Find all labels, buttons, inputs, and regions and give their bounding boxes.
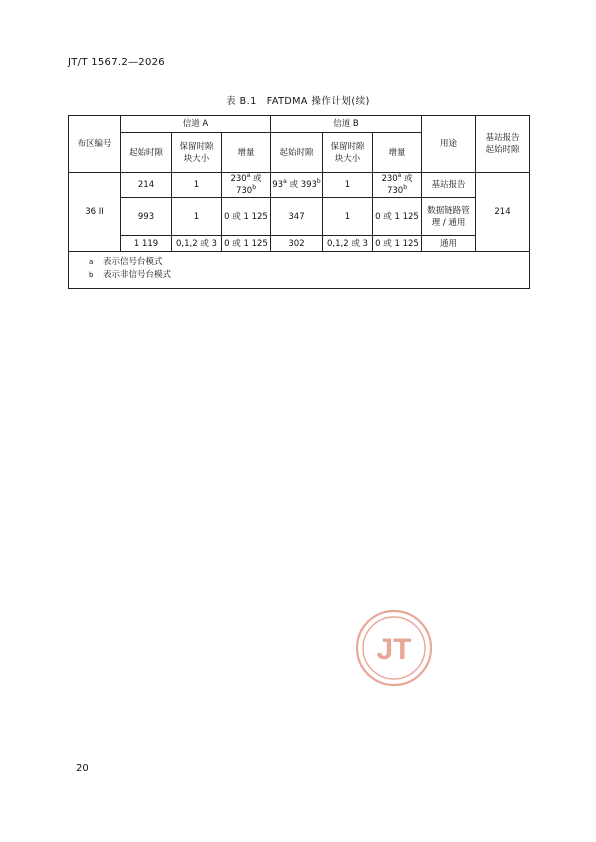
a-reserve-cell: 1 (172, 173, 222, 198)
subheader-b-start: 起始时隙 (271, 133, 323, 173)
a-incr-cell (222, 173, 271, 198)
a-start-cell: 1 119 (121, 236, 172, 252)
note-mark-b: b (403, 184, 408, 192)
b-start-cell: 302 (271, 236, 323, 252)
header-use: 用途 (422, 116, 476, 173)
use-cell: 基站报告 (422, 173, 476, 198)
a-incr-value-1: 230 (230, 174, 247, 184)
b-incr-cell: 0 或 1 125 (373, 236, 422, 252)
page-number: 20 (76, 763, 89, 774)
standard-code: JT/T 1567.2—2026 (68, 57, 165, 68)
use-cell: 数据链路管理 / 通用 (422, 198, 476, 236)
fatdma-table (68, 115, 530, 289)
a-reserve-cell: 0,1,2 或 3 (172, 236, 222, 252)
b-incr-cell: 0 或 1 125 (373, 198, 422, 236)
subheader-a-incr: 增量 (222, 133, 271, 173)
note-mark-b: b (316, 178, 321, 186)
table-notes (69, 252, 530, 289)
b-incr-value-1: 230 (381, 174, 398, 184)
note-mark-b: b (252, 184, 257, 192)
table-notes-row (69, 252, 530, 289)
table-header-row (69, 116, 530, 133)
note-mark-a: a (246, 172, 251, 180)
a-incr-value-2: 730 (235, 186, 253, 196)
header-channel-a: 信道 A (121, 116, 271, 133)
subheader-a-start: 起始时隙 (121, 133, 172, 173)
b-start-cell (271, 173, 323, 198)
header-zone: 布区编号 (69, 116, 121, 173)
b-start-value-2: 393 (300, 180, 317, 190)
note-a-text: 表示信号台模式 (103, 257, 163, 267)
header-channel-b: 信道 B (271, 116, 422, 133)
b-reserve-cell: 1 (323, 198, 373, 236)
note-b (89, 269, 529, 282)
header-base-report: 基站报告起始时隙 (476, 116, 530, 173)
b-start-cell: 347 (271, 198, 323, 236)
zone-cell: 36 II (69, 173, 121, 252)
note-a (89, 256, 529, 269)
a-start-cell: 993 (121, 198, 172, 236)
table-row (69, 198, 530, 236)
b-reserve-cell: 0,1,2 或 3 (323, 236, 373, 252)
subheader-b-reserve: 保留时隙块大小 (323, 133, 373, 173)
a-reserve-cell: 1 (172, 198, 222, 236)
note-b-mark: b (89, 271, 94, 279)
or-connector: 或 (250, 174, 262, 184)
or-connector: 或 (286, 180, 301, 190)
use-cell: 通用 (422, 236, 476, 252)
table-caption: 表 B.1 FATDMA 操作计划(续) (226, 96, 370, 107)
a-incr-cell: 0 或 1 125 (222, 236, 271, 252)
note-mark-a: a (283, 178, 287, 186)
watermark-text: JT (376, 633, 412, 666)
jt-watermark-logo (355, 609, 433, 687)
b-reserve-cell: 1 (323, 173, 373, 198)
b-incr-value-2: 730 (386, 186, 404, 196)
note-a-mark: a (89, 258, 94, 266)
a-start-cell: 214 (121, 173, 172, 198)
note-mark-a: a (397, 172, 402, 180)
table-row (69, 173, 530, 198)
table-row (69, 236, 530, 252)
a-incr-cell: 0 或 1 125 (222, 198, 271, 236)
subheader-b-incr: 增量 (373, 133, 422, 173)
note-b-text: 表示非信号台模式 (103, 270, 172, 280)
b-incr-cell (373, 173, 422, 198)
b-start-value-1: 93 (272, 180, 284, 190)
base-report-cell: 214 (476, 173, 530, 252)
subheader-a-reserve: 保留时隙块大小 (172, 133, 222, 173)
or-connector: 或 (401, 174, 413, 184)
